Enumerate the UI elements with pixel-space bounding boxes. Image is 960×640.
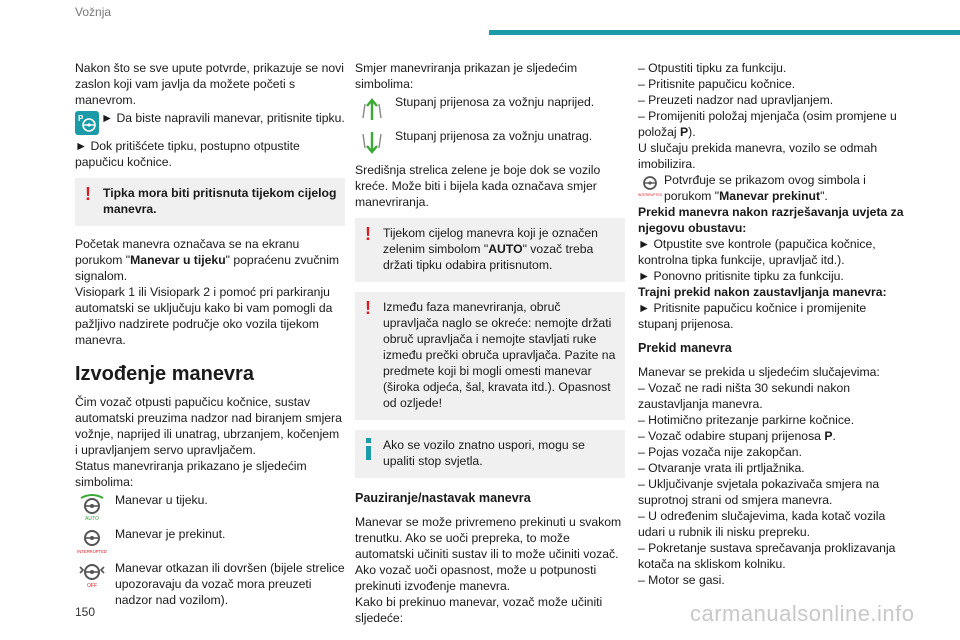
gear-p: P [680, 125, 689, 139]
warning-exclamation-icon: ! [365, 224, 371, 244]
howto-paragraph: Kako bi prekinuo manevar, vozač može učiniti sljedeće: [355, 595, 603, 625]
steering-off-icon [75, 560, 109, 590]
symbol-interrupted-text: Manevar je prekinut. [115, 527, 226, 541]
list-item [638, 428, 908, 444]
bold-text: Prekid manevra nakon razrješavanja uvjeta za njegovu obustavu: [638, 205, 904, 235]
steering-interrupted-icon [75, 526, 109, 556]
auto-label: AUTO [488, 242, 523, 256]
warning-exclamation-icon: ! [85, 184, 91, 204]
list-item: – U određenim slučajevima, kada kotač vozila udari u rubnik ili nisku prepreku. [638, 509, 886, 539]
resume-step-2: ► Ponovno pritisnite tipku za funkciju. [638, 269, 844, 283]
pause-paragraph: Manevar se može privremeno prekinuti u svakom trenutku. Ako se uoči prepreka, to može automatski učiniti sustav ili to može učiniti vozač. Ako vozač uoči opasnost, može u potpunosti prekinuti izvođenje manevra. [355, 515, 622, 593]
watermark-text: carmanualsonline.info [690, 601, 915, 626]
section-heading-izvodenje: Izvođenje manevra [75, 363, 254, 385]
symbol-interrupted-row [75, 526, 345, 556]
column-2 [355, 60, 625, 626]
stop-heading [638, 284, 908, 300]
text-fragment: Početak manevra označava se na ekranu porukom " [75, 237, 300, 267]
symbol-forward-row [355, 94, 625, 124]
list-item: – Otvaranje vrata ili prtljažnika. [638, 461, 805, 475]
column-1 [75, 60, 345, 612]
warning-box-hold-button [75, 178, 345, 226]
list-item: – Motor se gasi. [638, 573, 725, 587]
steering-interrupted-icon [638, 173, 662, 197]
list-item: – Preuzeti nadzor nad upravljanjem. [638, 93, 834, 107]
icon-label-off: OFF [87, 583, 97, 589]
press-button-step [75, 110, 345, 138]
step-release-brake: ► Dok pritišćete tipku, postupno otpustite papučicu kočnice. [75, 139, 300, 169]
symbol-off-row [75, 560, 345, 608]
message-manevar-prekinut: Manevar prekinut [719, 189, 821, 203]
page-number: 150 [75, 605, 96, 619]
text-fragment: Potvrđuje se prikazom ovog simbola i porukom " [664, 173, 866, 203]
gear-p: P [824, 429, 833, 443]
symbol-forward-text: Stupanj prijenosa za vožnju naprijed. [395, 95, 595, 109]
text-fragment: – Promijeniti položaj mjenjača (osim promjene u položaj [638, 109, 897, 139]
text-fragment: . [832, 429, 836, 443]
text-fragment: ". [820, 189, 828, 203]
list-item: – Pojas vozača nije zakopčan. [638, 445, 802, 459]
interrupt-actions-list [638, 60, 908, 140]
info-box-brake-lights [355, 430, 625, 478]
section-title: Vožnja [75, 5, 112, 19]
icon-label-interrupted: INTERRUPTED [638, 193, 662, 197]
list-item: – Uključivanje svjetala pokazivača smjera na suprotnoj strani od smjera manevra. [638, 477, 880, 507]
steering-auto-icon [75, 492, 109, 522]
warning-text: Između faza manevriranja, obruč upravljača naglo se okreće: nemojte držati obruč upravljača i nemojte stavljati ruke između prečki obruča upravljača. Pazite na predmete koji bi mogli omesti manevar (široka odjeća, šal, kravata itd.). Opasnost od ozljede! [383, 300, 616, 410]
cases-intro: Manevar se prekida u sljedećim slučajevima: [638, 365, 880, 379]
message-manevar-u-tijeku: Manevar u tijeku [130, 253, 226, 267]
execution-paragraph: Čim vozač otpusti papučicu kočnice, sustav automatski preuzima nadzor nad biranjem smjera vožnje, naprijed ili unatrag, ubrzanjem, kočenjem i upravljanjem servo upravljačem. [75, 395, 342, 457]
stop-step-1: ► Pritisnite papučicu kočnice i promijenite stupanj prijenosa. [638, 301, 867, 331]
info-icon [366, 438, 371, 460]
list-item: – Otpustiti tipku za funkciju. [638, 61, 787, 75]
arrow-color-paragraph: Središnja strelica zelene je boje dok se vozilo kreće. Može biti i bijela kada označava smjer manevriranja. [355, 163, 601, 209]
list-item: – Pokretanje sustava sprečavanja proklizavanja kotača na skliskom kolniku. [638, 541, 896, 571]
reverse-arrows-icon [355, 128, 389, 158]
start-message-paragraph [75, 236, 345, 284]
header-accent-bar [489, 30, 960, 35]
list-item: – Pritisnite papučicu kočnice. [638, 77, 796, 91]
heading-interrupt: Prekid manevra [638, 341, 732, 355]
text-fragment: ). [688, 125, 696, 139]
heading-pause: Pauziranje/nastavak manevra [355, 491, 531, 505]
symbol-auto-text: Manevar u tijeku. [115, 493, 208, 507]
list-item [638, 108, 908, 140]
warning-text: Tipka mora biti pritisnuta tijekom cijelog manevra. [103, 186, 337, 216]
text-fragment: " vozač treba držati tipku odabira pritisnutom. [383, 242, 594, 272]
list-item: – Hotimično pritezanje parkirne kočnice. [638, 413, 855, 427]
resume-heading [638, 204, 908, 236]
step-press-text: ► Da biste napravili manevar, pritisnite tipku. [101, 111, 345, 125]
symbol-reverse-text: Stupanj prijenosa za vožnju unatrag. [395, 129, 593, 143]
interrupt-cases-list [638, 380, 908, 588]
warning-exclamation-icon: ! [365, 298, 371, 318]
warning-box-steering [355, 292, 625, 420]
icon-label-auto: AUTO [85, 516, 99, 522]
visiopark-paragraph: Visiopark 1 ili Visiopark 2 i pomoć pri parkiranju automatski se uključuju kako bi vam pomogli da pažljivo nadzirete područje oko vozila tijekom manevra. [75, 285, 333, 347]
status-intro-paragraph: Status manevriranja prikazano je sljedećim simbolima: [75, 459, 307, 489]
bold-text: Trajni prekid nakon zaustavljanja manevra: [638, 285, 887, 299]
direction-intro: Smjer manevriranja prikazan je sljedećim simbolima: [355, 61, 578, 91]
column-3 [638, 60, 908, 588]
symbol-reverse-row [355, 128, 625, 158]
forward-arrows-icon [355, 94, 389, 124]
resume-step-1: ► Otpustite sve kontrole (papučica kočnice, kontrolna tipka funkcije, upravljač itd.). [638, 237, 876, 267]
list-item: – Vozač ne radi ništa 30 sekundi nakon zaustavljanja manevra. [638, 381, 851, 411]
warning-box-auto [355, 218, 625, 282]
symbol-auto-row [75, 492, 345, 522]
symbol-off-text: Manevar otkazan ili dovršen (bijele strelice upozoravaju da vozač mora preuzeti nadzor nad vozilom). [115, 561, 345, 607]
text-fragment: Tijekom cijelog manevra koji je označen zelenim simbolom " [383, 226, 598, 256]
info-text: Ako se vozilo znatno uspori, mogu se upaliti stop svjetla. [383, 438, 585, 468]
icon-label-interrupted: INTERRUPTED [77, 549, 107, 554]
case-paragraph: U slučaju prekida manevra, vozilo se odmah imobilizira. [638, 141, 878, 171]
text-fragment: – Vozač odabire stupanj prijenosa [638, 429, 825, 443]
park-assist-button-icon [75, 111, 99, 135]
confirm-row [638, 172, 908, 204]
intro-paragraph: Nakon što se sve upute potvrde, prikazuje se novi zaslon koji vam javlja da možete početi s manevrom. [75, 61, 344, 107]
svg-text:P: P [78, 114, 84, 123]
text-fragment: " popraćenu zvučnim signalom. [75, 253, 340, 283]
